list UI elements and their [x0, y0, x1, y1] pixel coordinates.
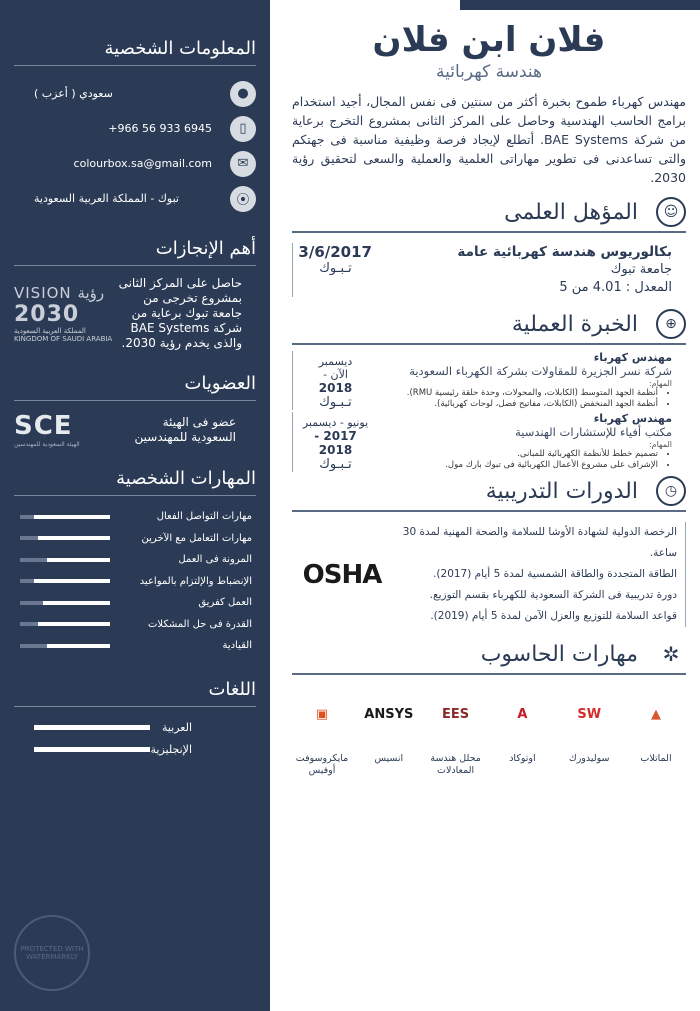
software-item — [292, 693, 352, 777]
skill-bar — [20, 601, 110, 605]
section-divider — [292, 673, 686, 675]
skill-label: مهارات التعامل مع الآخرين — [141, 532, 252, 544]
job-details — [372, 412, 686, 472]
contact-row-phone — [14, 111, 256, 146]
skill-row — [14, 592, 256, 614]
skills-list — [14, 506, 256, 657]
software-label: سوليدورك — [568, 753, 610, 764]
achievements-heading: أهم الإنجازات — [14, 238, 256, 266]
courses-section-header — [292, 476, 686, 506]
job-tasks — [372, 449, 658, 471]
experience-section-header — [292, 309, 686, 339]
education-date: 3/6/2017 تـبـوك — [292, 243, 372, 297]
job-tasks-heading: المهام: — [648, 440, 672, 449]
language-label: الإنجليزية — [150, 743, 192, 756]
skill-label: المرونة فى العمل — [178, 554, 252, 566]
software-label: الماتلاب — [640, 753, 672, 764]
software-item — [426, 693, 486, 777]
skill-row — [14, 506, 256, 528]
job-position: مهندس كهرباء — [593, 412, 672, 425]
software-label: مايكروسوفت أوفيس — [295, 753, 349, 776]
contact-row-nationality — [14, 76, 256, 111]
graduate-icon: ☺ — [656, 197, 686, 227]
software-label: محلل هندسة المعادلات — [430, 753, 481, 776]
education-details — [372, 243, 686, 297]
person-name: فلان ابن فلان — [372, 20, 606, 60]
nationality-text: سعودي ( أعزب ) — [34, 87, 113, 100]
job-company: شركة نسر الجزيرة للمقاولات بشركة الكهرباء السعودية — [409, 364, 672, 378]
email-icon: ✉ — [230, 151, 256, 177]
software-logo-icon: ▣ — [315, 706, 329, 722]
software-item — [559, 693, 619, 777]
software-label: اوتوكاد — [509, 753, 536, 764]
skill-bar — [20, 515, 110, 519]
skill-bar — [20, 558, 110, 562]
skill-label: مهارات التواصل الفعال — [156, 511, 252, 523]
sidebar — [0, 0, 270, 1011]
vision-2030-logo: VISION رؤية 2030 المملكة العربية السعودية KINGDOM OF SAUDI ARABIA — [14, 284, 113, 343]
job-date: ديسمبر الآن - 2018 تـبـوك — [292, 351, 372, 410]
software-logo-icon: SW — [577, 706, 602, 722]
job-tasks — [372, 388, 658, 410]
degree: بكالوريوس هندسة كهربائية عامة — [457, 244, 672, 260]
osha-logo: OSHA — [302, 559, 382, 590]
contact-row-email — [14, 146, 256, 181]
software-item — [492, 693, 552, 777]
skill-level-fill — [34, 579, 111, 583]
courses-block — [292, 522, 686, 627]
skill-label: الإنضباط والإلتزام بالمواعيد — [139, 575, 252, 587]
skill-row — [14, 571, 256, 593]
skill-row — [14, 635, 256, 657]
skill-bar — [20, 644, 110, 648]
language-row — [14, 739, 256, 761]
contact-row-location — [14, 181, 256, 216]
skill-row — [14, 528, 256, 550]
section-divider — [292, 231, 686, 233]
phone-icon: ▯ — [230, 116, 256, 142]
top-accent-bar — [460, 0, 700, 10]
skill-level-fill — [38, 536, 110, 540]
watermark-badge: PROTECTED WITH WATERMARKLY — [14, 915, 90, 991]
phone-text[interactable]: +966 56 933 6945 — [108, 122, 212, 135]
course-item: دورة تدريبية فى الشركة السعودية للكهرباء بقسم التوزيع. — [429, 589, 677, 601]
skill-level-fill — [47, 558, 110, 562]
education-section-header — [292, 197, 686, 227]
job-entry — [292, 351, 686, 410]
location-icon: ⦿ — [230, 186, 256, 212]
membership-block — [14, 411, 256, 448]
language-bar — [34, 747, 150, 752]
clock-icon: ◷ — [656, 476, 686, 506]
job-date: يونيو - ديسمبر 2017 - 2018 تـبـوك — [292, 412, 372, 472]
software-logo-icon: A — [517, 706, 528, 722]
education-heading: المؤهل العلمى — [504, 199, 638, 225]
language-bar — [34, 725, 150, 730]
job-details — [372, 351, 686, 410]
skill-label: العمل كفريق — [198, 597, 252, 609]
language-row — [14, 717, 256, 739]
software-logo-icon: EES — [442, 706, 470, 722]
network-icon: ✲ — [662, 642, 680, 666]
achievement-block — [14, 276, 256, 351]
languages-heading: اللغات — [14, 679, 256, 707]
job-title: هندسة كهربائية — [436, 62, 542, 82]
user-icon: ● — [230, 81, 256, 107]
skill-label: القيادية — [222, 640, 252, 652]
skill-level-fill — [47, 644, 110, 648]
course-item: الرخصة الدولية لشهادة الأوشا للسلامة والصحة المهنية لمدة 30 ساعة. — [402, 526, 677, 559]
courses-heading: الدورات التدريبية — [485, 478, 638, 504]
software-list — [292, 693, 686, 777]
skill-level-fill — [34, 515, 111, 519]
job-task: • أنظمة الجهد المتوسط (الكابلات، والمحولات، وحدة حلقة رئيسية RMU). — [372, 388, 658, 399]
job-task: • تصميم خطط للأنظمة الكهربائية للمبانى. — [372, 449, 658, 460]
job-task: • الإشراف على مشروع الأعمال الكهربائية فى تبوك بارك مول. — [372, 460, 658, 471]
email-text[interactable]: colourbox.sa@gmail.com — [73, 157, 212, 170]
software-label: انسيس — [374, 753, 404, 764]
language-label: العربية — [161, 721, 192, 734]
job-tasks-heading: المهام: — [648, 379, 672, 388]
software-logo-icon: ▲ — [651, 706, 661, 722]
experience-heading: الخبرة العملية — [511, 311, 638, 337]
job-entry — [292, 412, 686, 472]
achievement-text: حاصل على المركز الثانى بمشروع تخرجى من جامعة تبوك برعاية من شركة BAE Systems والذى يخدم رؤية 2030. — [118, 276, 242, 350]
course-item: الطاقة المتجددة والطاقة الشمسية لمدة 5 أيام (2017). — [433, 568, 677, 580]
skill-label: القدرة فى حل المشكلات — [147, 618, 252, 630]
profile-summary: مهندس كهرباء طموح بخبرة أكثر من سنتين فى نفس المجال، أجيد استخدام برامج الحاسب الهندسية وحاصل على المركز الثانى بمشروع التخرج برعاية من شركة BAE Systems. أتطلع لإيجاد فرصة وظيفية مناسبة فى جهتكم والتى تساعدنى فى تطوير مهاراتى العلمية والعملية والسعى لتحقيق رؤية 2030. — [292, 94, 686, 185]
globe-icon: ⊕ — [656, 309, 686, 339]
software-item — [626, 693, 686, 777]
software-logo-icon: ANSYS — [364, 706, 414, 722]
sce-logo: SCE الهيئة السعودية للمهندسين — [14, 411, 80, 448]
skills-heading: المهارات الشخصية — [14, 468, 256, 496]
skill-level-fill — [43, 601, 111, 605]
skill-level-fill — [38, 622, 110, 626]
software-heading: مهارات الحاسوب — [480, 641, 638, 667]
personal-info-heading: المعلومات الشخصية — [14, 38, 256, 66]
education-entry — [292, 243, 686, 297]
main-content — [270, 0, 700, 1011]
skill-row — [14, 549, 256, 571]
course-item: قواعد السلامة للتوزيع والعزل الآمن لمدة 5 أيام (2019). — [430, 610, 677, 622]
skill-bar — [20, 579, 110, 583]
skill-bar — [20, 622, 110, 626]
section-divider — [292, 510, 686, 512]
software-section-header — [292, 639, 686, 669]
section-divider — [292, 343, 686, 345]
software-item — [359, 693, 419, 777]
job-company: مكتب أفياء للإستشارات الهندسية — [515, 425, 672, 439]
memberships-heading: العضويات — [14, 373, 256, 401]
gpa: المعدل : 4.01 من 5 — [559, 280, 672, 295]
location-text: تبوك - المملكة العربية السعودية — [34, 192, 179, 205]
courses-list — [392, 522, 686, 627]
job-task: • أنظمة الجهد المنخفض (الكابلات، مفاتيح فصل، لوحات كهربائية). — [372, 399, 658, 410]
skill-row — [14, 614, 256, 636]
university: جامعة تبوك — [610, 262, 672, 277]
membership-text: عضو فى الهيئة السعودية للمهندسين — [134, 414, 236, 444]
job-position: مهندس كهرباء — [593, 351, 672, 364]
skill-bar — [20, 536, 110, 540]
